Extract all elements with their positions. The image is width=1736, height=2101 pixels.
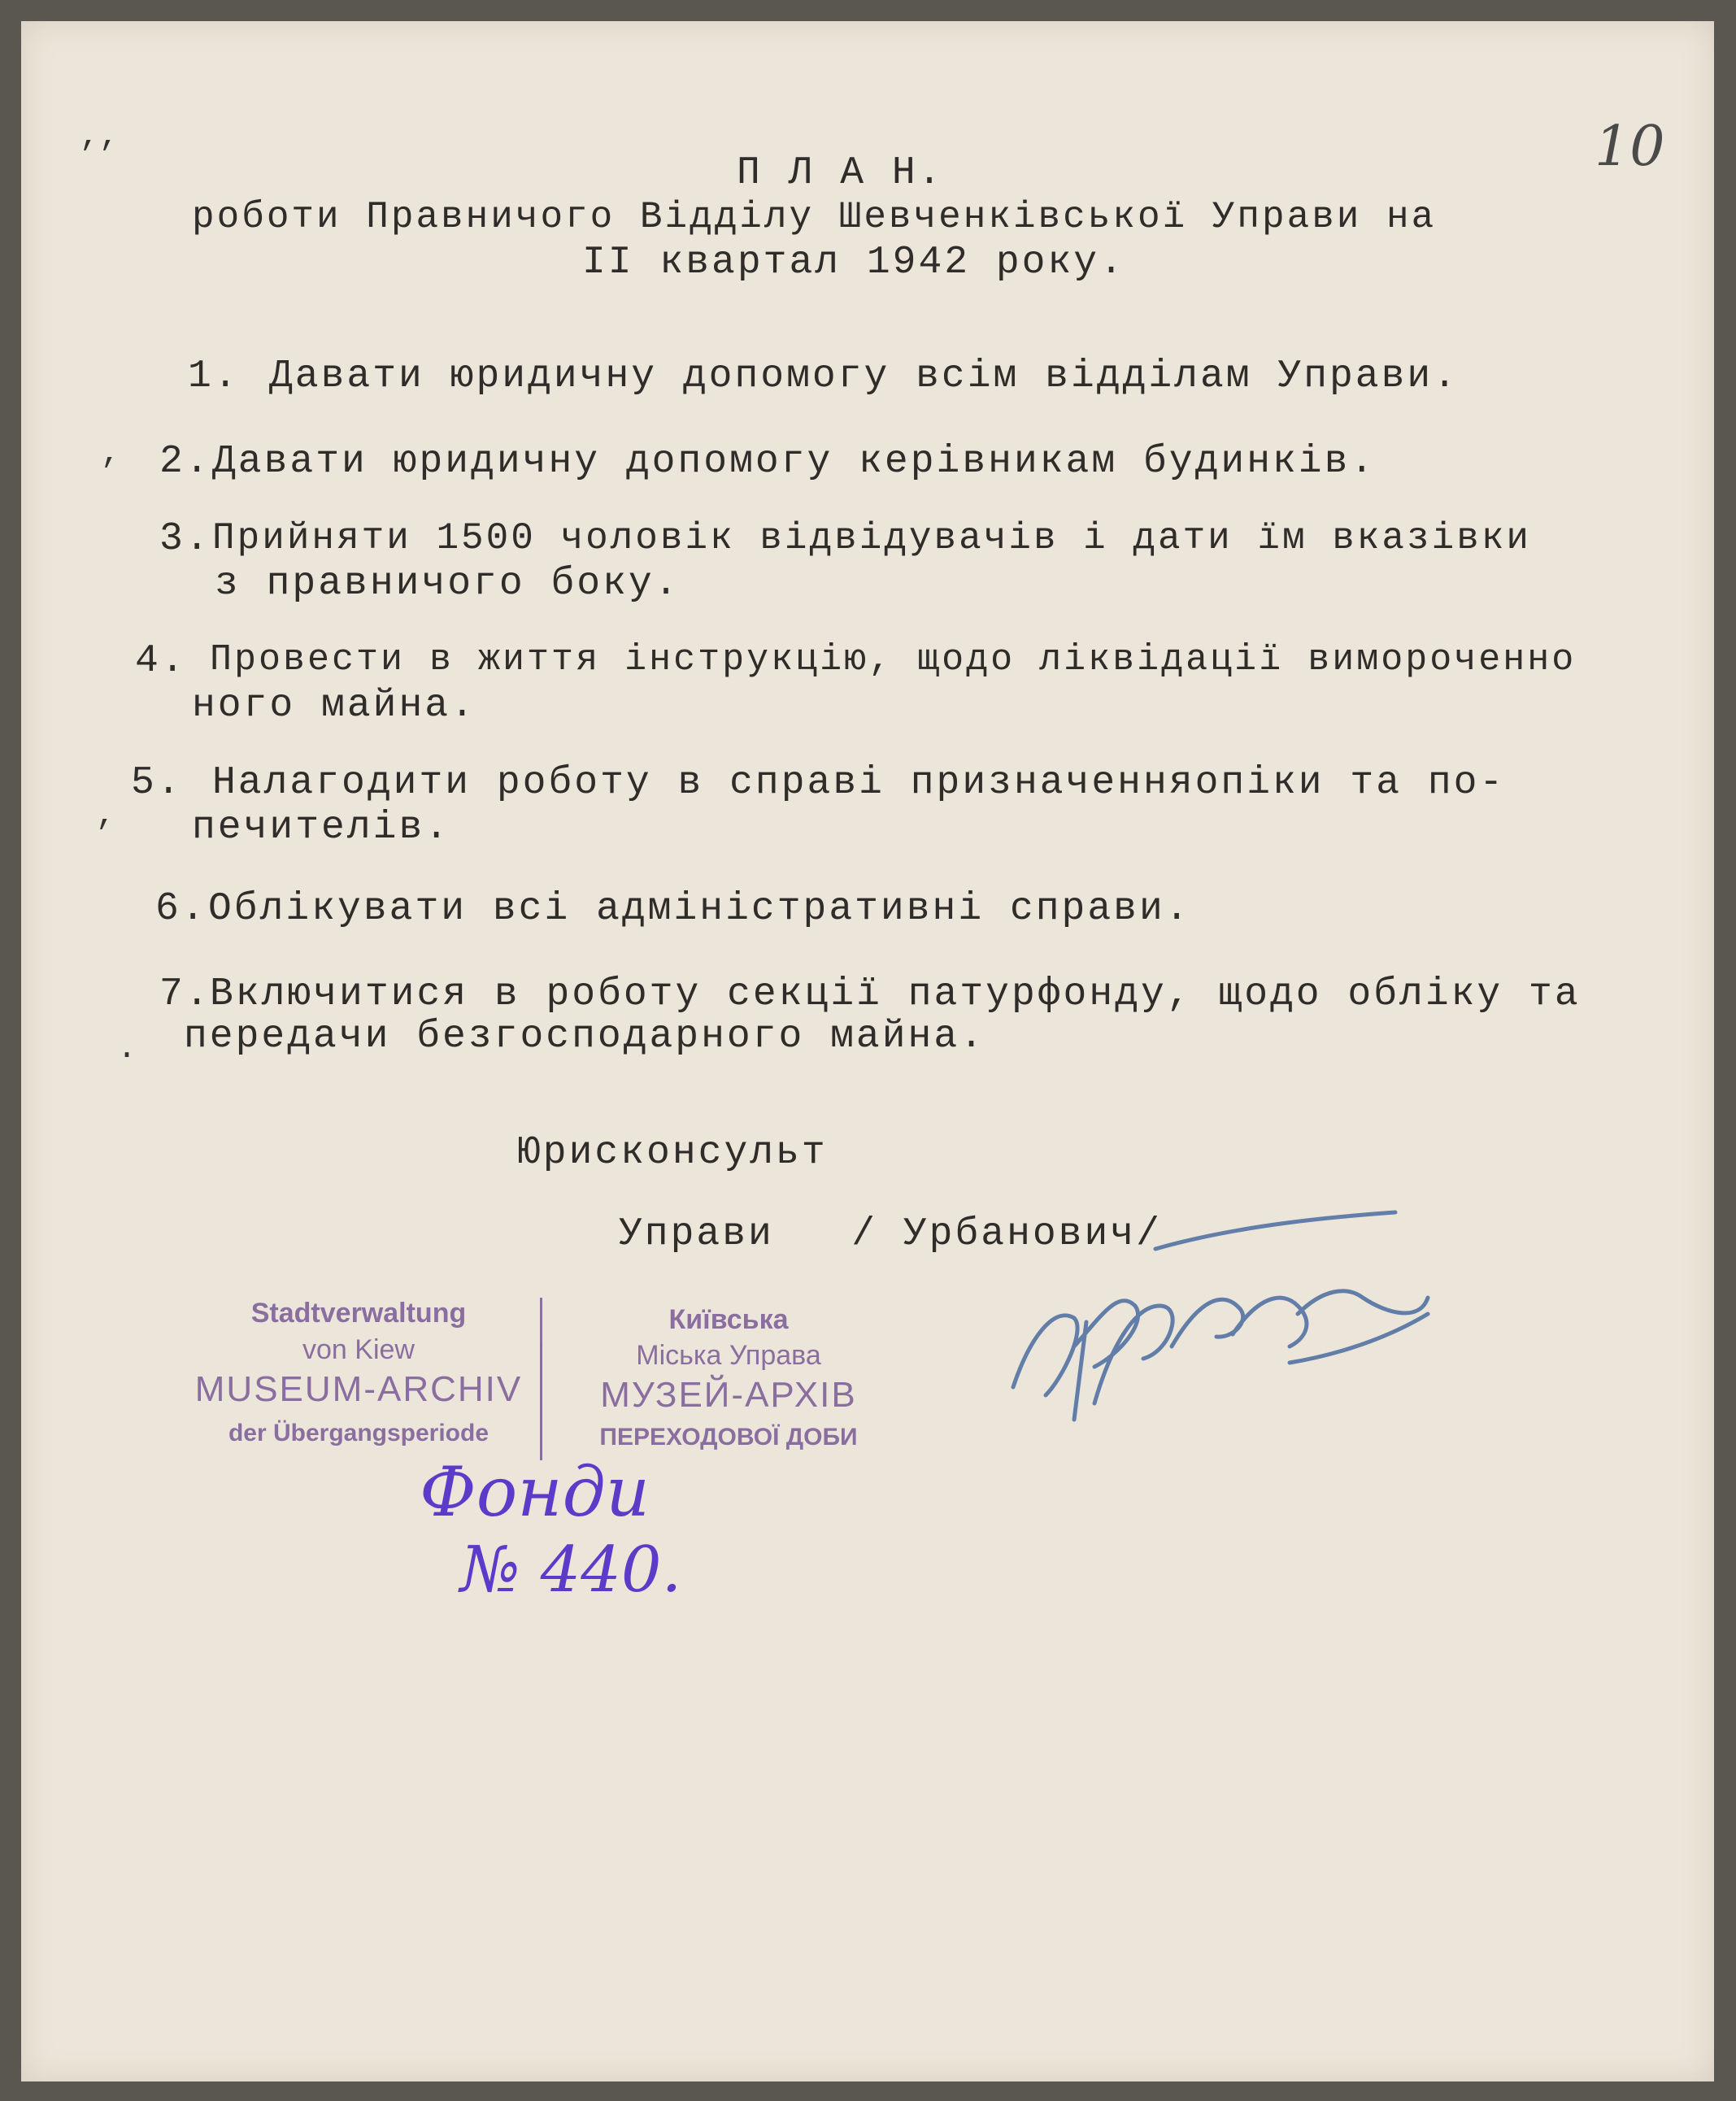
stamp-text: Міська Управа — [636, 1340, 821, 1371]
stamp-text: von Kiew — [302, 1334, 415, 1365]
folio-number: 10 — [1595, 115, 1665, 179]
plan-item-text: печителів. — [192, 806, 451, 850]
plan-item-number: 3. — [159, 517, 211, 561]
signature-line: Управи / Урбанович/ — [619, 1212, 1162, 1256]
handwritten-fond: Фонди — [420, 1452, 650, 1532]
margin-mark: , — [96, 798, 116, 834]
plan-item-text: Налагодити роботу в справі призначенняопіки та по- — [212, 761, 1506, 805]
document-title: П Л А Н. — [737, 151, 944, 195]
handwritten-fond-number: № 440. — [460, 1533, 682, 1607]
plan-item-text: Давати юридичну допомогу всім відділам Управи. — [269, 355, 1460, 398]
plan-item-number: 7. — [159, 972, 211, 1016]
stamp-text: der Übergangsperiode — [228, 1420, 489, 1446]
stamp-text: Stadtverwaltung — [250, 1298, 467, 1329]
margin-mark: · — [117, 1037, 137, 1074]
plan-item-text: з правничого боку. — [215, 562, 681, 606]
document-subtitle: II квартал 1942 року. — [582, 241, 1125, 285]
plan-item-text: передачи безгосподарного майна. — [184, 1015, 985, 1059]
margin-mark: , — [101, 436, 121, 472]
document-subtitle: роботи Правничого Відділу Шевченківської Управи на — [192, 196, 1437, 238]
plan-item-text: Провести в життя інструкцію, щодо ліквідації вимороченно — [210, 639, 1577, 681]
signature-title: Юрисконсульт — [517, 1131, 828, 1175]
document-page — [21, 21, 1714, 2081]
stamp-text: MUSEUM-ARCHIV — [194, 1369, 523, 1409]
plan-item-number: 5. — [131, 761, 183, 805]
plan-item-text: Включитися в роботу секції патурфонду, щодо обліку та — [210, 972, 1581, 1016]
margin-mark: ,, — [80, 119, 120, 155]
plan-item-text: Давати юридичну допомогу керівникам будинків. — [212, 440, 1377, 484]
stamp-divider — [540, 1298, 542, 1460]
stamp-text: ПЕРЕХОДОВОЇ ДОБИ — [599, 1424, 858, 1451]
signature-scribble — [997, 1192, 1452, 1468]
plan-item-number: 6. — [155, 887, 207, 931]
plan-item-number: 4. — [135, 639, 187, 683]
stamp-text: Київська — [668, 1304, 789, 1335]
plan-item-text: Облікувати всі адміністративні справи. — [208, 887, 1191, 931]
archive-stamp — [180, 1298, 912, 1460]
plan-item-number: 1. — [188, 355, 240, 398]
plan-item-text: Прийняти 1500 чоловік відвідувачів і дати їм вказівки — [212, 517, 1532, 559]
stamp-text: МУЗЕЙ-АРХІВ — [600, 1375, 857, 1415]
plan-item-number: 2. — [159, 440, 211, 484]
plan-item-text: ного майна. — [192, 684, 476, 728]
